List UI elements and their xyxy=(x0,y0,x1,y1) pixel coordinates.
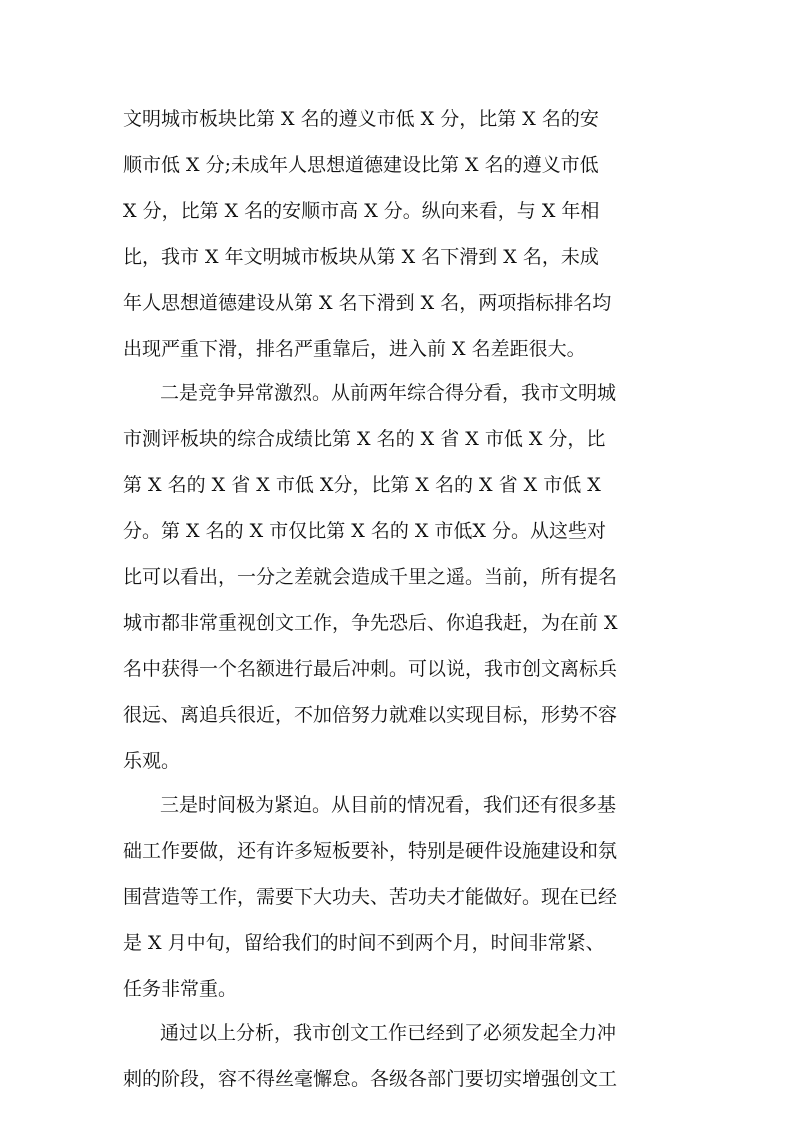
text-line: 通过以上分析，我市创文工作已经到了必须发起全力冲 xyxy=(160,1022,617,1044)
text-line: 顺市低 X 分;未成年人思想道德建设比第 X 名的遵义市低 xyxy=(123,154,599,176)
text-line: 乐观。 xyxy=(123,750,181,772)
text-line: 城市都非常重视创文工作，争先恐后、你追我赶，为在前 X xyxy=(123,612,618,634)
text-line: 很远、离追兵很近，不加倍努力就难以实现目标，形势不容 xyxy=(123,704,618,726)
text-line: 三是时间极为紧迫。从目前的情况看，我们还有很多基 xyxy=(160,794,617,816)
text-line: 文明城市板块比第 X 名的遵义市低 X 分，比第 X 名的安 xyxy=(123,108,599,130)
text-line: 市测评板块的综合成绩比第 X 名的 X 省 X 市低 X 分，比 xyxy=(123,428,606,450)
text-line: 围营造等工作，需要下大功夫、苦功夫才能做好。现在已经 xyxy=(123,886,618,908)
text-line: 第 X 名的 X 省 X 市低 X分，比第 X 名的 X 省 X 市低 X xyxy=(123,474,601,496)
text-line: 名中获得一个名额进行最后冲刺。可以说，我市创文离标兵 xyxy=(123,658,618,680)
text-line: 出现严重下滑，排名严重靠后，进入前 X 名差距很大。 xyxy=(123,338,586,360)
text-line: 是 X 月中旬，留给我们的时间不到两个月，时间非常紧、 xyxy=(123,932,605,954)
text-line: 分。第 X 名的 X 市仅比第 X 名的 X 市低X 分。从这些对 xyxy=(123,520,606,542)
text-line: 础工作要做，还有许多短板要补，特别是硬件设施建设和氛 xyxy=(123,840,618,862)
text-line: 年人思想道德建设从第 X 名下滑到 X 名，两项指标排名均 xyxy=(123,292,612,314)
text-line: 任务非常重。 xyxy=(123,978,238,1000)
text-line: 比可以看出，一分之差就会造成千里之遥。当前，所有提名 xyxy=(123,566,618,588)
text-line: 二是竞争异常激烈。从前两年综合得分看，我市文明城 xyxy=(160,382,617,404)
text-line: 刺的阶段，容不得丝毫懈怠。各级各部门要切实增强创文工 xyxy=(123,1068,618,1090)
text-line: 比，我市 X 年文明城市板块从第 X 名下滑到 X 名，未成 xyxy=(123,246,599,268)
text-line: X 分，比第 X 名的安顺市高 X 分。纵向来看，与 X 年相 xyxy=(123,200,600,222)
